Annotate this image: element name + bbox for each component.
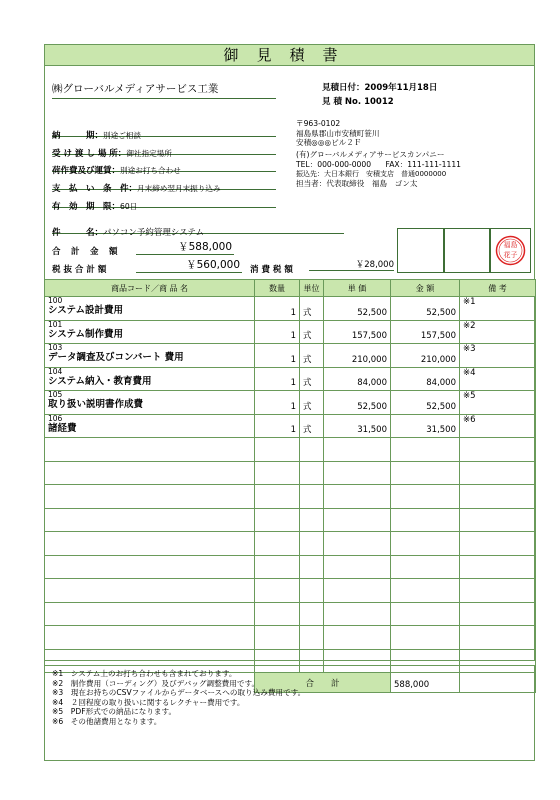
table-row: [45, 320, 536, 344]
col-header-qty: 数量: [255, 280, 300, 297]
note-line: ※5 PDF形式での納品になります。: [52, 707, 177, 717]
note-line: ※2 制作費用（コーディング）及びデバッグ調整費用です。: [52, 678, 260, 688]
document-title: 御見積書: [45, 45, 534, 66]
qty-cell: 1: [255, 391, 300, 415]
note-cell: ※3: [460, 344, 536, 368]
empty-row: [45, 532, 536, 556]
product-name: システム納入・教育費用: [48, 375, 152, 387]
term-value: 別途ご相談: [103, 131, 141, 140]
product-code: 106: [48, 413, 63, 423]
product-code: 103: [48, 343, 63, 352]
term-payment: [52, 176, 276, 194]
note-cell: ※6: [460, 414, 536, 438]
empty-row: [45, 438, 536, 462]
empty-row: [45, 508, 536, 532]
table-total-value: 588,000: [391, 673, 460, 693]
price-cell: 157,500: [324, 320, 391, 344]
table-row: [45, 297, 536, 321]
client-name: ㈱グローバルメディアサービス工業: [52, 81, 276, 99]
empty-row: [45, 602, 536, 626]
product-name: システム設計費用: [48, 305, 124, 316]
note-line: ※3 現在お持ちのCSVファイルからデータベースへの取り込み費用です。: [52, 688, 306, 698]
price-cell: 52,500: [324, 391, 391, 415]
total-value: ￥588,000: [136, 239, 234, 255]
pretax-value: ￥560,000: [136, 257, 242, 273]
term-delivery-place: [52, 141, 276, 159]
issuer-company: (有)グローバルメディアサービスカンパニー: [296, 150, 445, 160]
svg-text:花子: 花子: [503, 251, 518, 259]
product-code: 101: [48, 319, 63, 329]
col-header-unit: 単位: [300, 280, 324, 297]
total-amount-line: [52, 239, 264, 257]
note-line: ※6 その他諸費用となります。: [52, 716, 162, 726]
product-cell: [45, 391, 255, 415]
issuer-block: [296, 119, 532, 189]
stamp-box-3: [490, 228, 531, 273]
qty-cell: 1: [255, 297, 300, 321]
unit-cell: 式: [300, 391, 324, 415]
amount-cell: 52,500: [391, 297, 460, 321]
col-header-amount: 金 額: [391, 280, 460, 297]
svg-text:福島: 福島: [503, 241, 518, 249]
subject-line: [52, 220, 344, 238]
issuer-postal: 〒963-0102: [296, 119, 341, 128]
term-shipping: [52, 158, 276, 176]
total-label: 合 計 金 額: [52, 247, 119, 257]
amount-cell: 157,500: [391, 320, 460, 344]
price-cell: 31,500: [324, 414, 391, 438]
table-row: [45, 391, 536, 415]
unit-cell: 式: [300, 344, 324, 368]
product-name: 取り扱い説明書作成費: [48, 399, 144, 410]
amount-cell: 210,000: [391, 344, 460, 368]
pretax-label: 税 抜 合 計 額: [52, 265, 107, 275]
product-name: データ調査及びコンバート 費用: [48, 352, 184, 363]
stamp-box-2: [444, 228, 490, 273]
table-row: [45, 414, 536, 438]
term-value: 月末締め翌月末振り込み: [137, 184, 221, 193]
note-cell: ※5: [460, 391, 536, 415]
stamp-box-1: [397, 228, 444, 273]
qty-cell: 1: [255, 320, 300, 344]
issuer-fax: FAX：111-111-1111: [385, 159, 462, 169]
seal-stamp: [491, 229, 530, 272]
unit-cell: 式: [300, 320, 324, 344]
tax-label: 消 費 税 額: [250, 265, 293, 275]
issuer-address1: 福島県郡山市安積町笹川: [296, 128, 380, 138]
term-label: 受 け 渡 し 場 所：: [52, 149, 127, 159]
term-label: 納 期：: [52, 131, 104, 141]
issuer-address2: 安積◎◎◎ビル２Ｆ: [296, 138, 362, 148]
table-row: [45, 367, 536, 391]
pretax-amount-line: [52, 257, 242, 275]
estimate-number-label: 見 積 No.: [322, 97, 362, 107]
product-name: 諸経費: [48, 422, 77, 434]
amount-cell: 84,000: [391, 367, 460, 391]
qty-cell: 1: [255, 367, 300, 391]
col-header-product: 商品コード／商 品 名: [45, 280, 255, 297]
estimate-number-value: 10012: [364, 97, 394, 107]
product-cell: [45, 297, 255, 321]
product-cell: [45, 344, 255, 368]
subject-value: パソコン予約管理システム: [103, 228, 204, 238]
issuer-tel: TEL：000-000-0000: [296, 159, 372, 169]
price-cell: 84,000: [324, 367, 391, 391]
empty-row: [45, 555, 536, 579]
amount-cell: 52,500: [391, 391, 460, 415]
empty-row: [45, 626, 536, 650]
term-label: 有 効 期 限：: [52, 202, 121, 212]
note-line: ※4 ２回程度の取り扱いに関するレクチャー費用です。: [52, 697, 245, 707]
term-value: 別途お打ち合わせ: [120, 166, 181, 175]
empty-row: [45, 579, 536, 603]
unit-cell: 式: [300, 414, 324, 438]
product-cell: [45, 320, 255, 344]
term-label: 荷作費及び運賃：: [52, 166, 121, 176]
price-cell: 52,500: [324, 297, 391, 321]
estimate-date: [322, 81, 437, 93]
product-cell: [45, 367, 255, 391]
estimate-date-value: 2009年11月18日: [364, 83, 438, 93]
table-row: [45, 344, 536, 368]
unit-cell: 式: [300, 297, 324, 321]
term-label: 支 払 い 条 件：: [52, 184, 138, 194]
note-cell: ※4: [460, 367, 536, 391]
term-value: 60日: [120, 202, 138, 211]
product-code: 104: [48, 366, 63, 376]
tax-value: ￥28,000: [309, 258, 394, 271]
product-code: 105: [48, 390, 63, 399]
note-cell: ※1: [460, 297, 536, 321]
empty-row: [45, 461, 536, 485]
items-table: [44, 279, 536, 693]
amount-cell: 31,500: [391, 414, 460, 438]
note-line: ※1 システム上のお打ち合わせも含まれております。: [52, 669, 237, 678]
product-cell: [45, 414, 255, 438]
term-value: 御社指定場所: [126, 149, 172, 158]
estimate-number: [322, 95, 394, 107]
term-validity: [52, 194, 276, 212]
term-delivery: [52, 123, 276, 141]
col-header-price: 単 価: [324, 280, 391, 297]
notes-box: [44, 665, 535, 761]
product-name: システム制作費用: [48, 328, 124, 340]
estimate-date-label: 見積日付：: [322, 83, 365, 93]
issuer-phone-line: [296, 160, 532, 170]
col-header-note: 備 考: [460, 280, 536, 297]
qty-cell: 1: [255, 344, 300, 368]
note-cell: ※2: [460, 320, 536, 344]
tax-amount-line: [250, 257, 394, 275]
subject-label: 件 名：: [52, 228, 104, 238]
table-header-row: [45, 280, 536, 297]
empty-row: [45, 485, 536, 509]
product-code: 100: [48, 296, 63, 305]
price-cell: 210,000: [324, 344, 391, 368]
issuer-bank: 振込先：大日本銀行 安積支店 普通0000000: [296, 169, 447, 178]
issuer-contact: 担当者：代表取締役 福島 ゴン太: [296, 179, 418, 189]
qty-cell: 1: [255, 414, 300, 438]
unit-cell: 式: [300, 367, 324, 391]
table-total-label: 合 計: [255, 673, 391, 693]
